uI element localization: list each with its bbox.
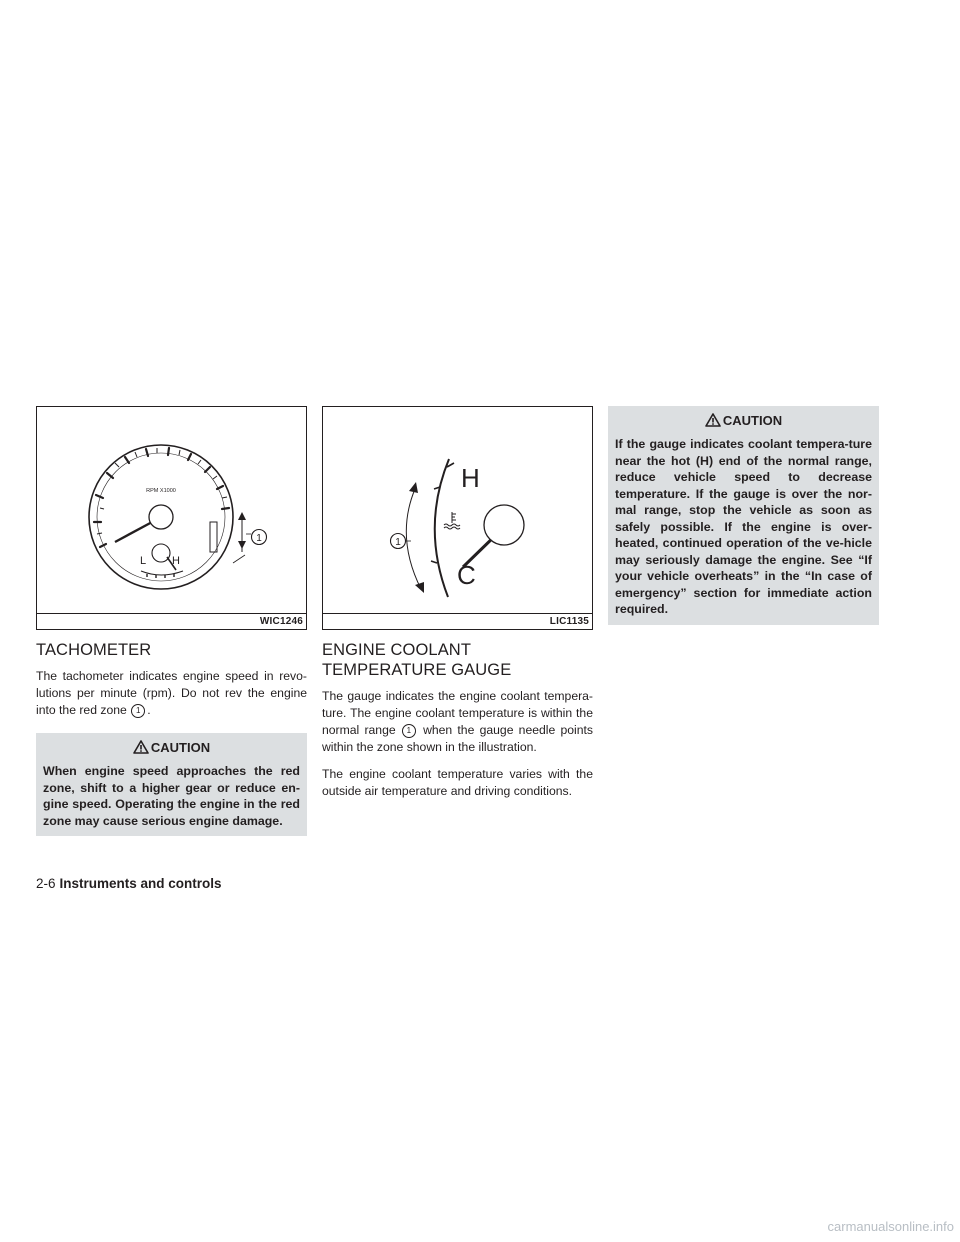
coolant-gauge-high-label: H — [461, 463, 480, 493]
tachometer-body-end: . — [147, 703, 151, 717]
tachometer-figure — [36, 406, 307, 630]
caution-title: CAUTION — [722, 413, 783, 428]
callout-marker: 1 — [131, 704, 145, 718]
warning-triangle-icon — [133, 740, 149, 754]
coolant-body-1 — [322, 688, 593, 756]
coolant-column — [322, 406, 593, 810]
figure-code: LIC1135 — [549, 616, 589, 627]
tachometer-dial-label: RPM X1000 — [146, 488, 176, 494]
caution-header — [43, 739, 300, 757]
tachometer-illustration — [37, 407, 306, 629]
caution-header — [615, 412, 872, 430]
page-number: 2-6 — [36, 876, 56, 891]
tachometer-heading: TACHOMETER — [36, 641, 152, 659]
page-footer — [36, 876, 222, 891]
coolant-callout-1: 1 — [395, 537, 401, 548]
watermark: carmanualsonline.info — [827, 1219, 954, 1234]
caution-box-tachometer — [36, 733, 307, 836]
caution-box-coolant — [608, 406, 879, 625]
caution-title: CAUTION — [150, 740, 211, 755]
sub-gauge-high-label: H — [172, 555, 180, 567]
tachometer-callout-1: 1 — [256, 533, 262, 544]
coolant-body-text: The gauge indicates the engine coolant tempera-ture. The engine coolant temperature is within the normal range — [322, 689, 593, 737]
callout-marker: 1 — [402, 724, 416, 738]
section-title: Instruments and controls — [59, 876, 222, 891]
sub-gauge-low-label: L — [140, 555, 147, 567]
figure-code: WIC1246 — [259, 616, 303, 627]
tachometer-body — [36, 668, 307, 719]
coolant-gauge-figure — [322, 406, 593, 630]
coolant-temperature-icon — [444, 512, 460, 529]
caution-text: If the gauge indicates coolant tempera-ture near the hot (H) end of the normal range, reduce vehicle speed to decrease temperature. If the gauge is over the nor-mal range, stop the vehicle as soon as safely possible. If the engine is over-heated, continued operation of the ve-hicle may seriously damage the engine. See “If your vehicle overheats” in the “In case of emergency” section for immediate action required. — [615, 437, 872, 616]
tachometer-body-text: The tachometer indicates engine speed in revo-lutions per minute (rpm). Do not rev the engine into the red zone — [36, 669, 307, 717]
caution-text: When engine speed approaches the red zone, shift to a higher gear or reduce en-gine speed. Operating the engine in the red zone may cause serious engine damage. — [43, 764, 300, 828]
coolant-gauge-low-label: C — [457, 560, 476, 590]
coolant-heading: ENGINE COOLANT TEMPERATURE GAUGE — [322, 641, 512, 679]
tachometer-column — [36, 406, 307, 836]
warning-triangle-icon — [705, 413, 721, 427]
coolant-body-2: The engine coolant temperature varies with the outside air temperature and driving conditions. — [322, 767, 593, 798]
coolant-caution-column — [608, 406, 879, 625]
coolant-body-end: when the gauge needle points within the zone shown in the illustration. — [322, 723, 594, 754]
coolant-gauge-illustration — [323, 407, 592, 629]
